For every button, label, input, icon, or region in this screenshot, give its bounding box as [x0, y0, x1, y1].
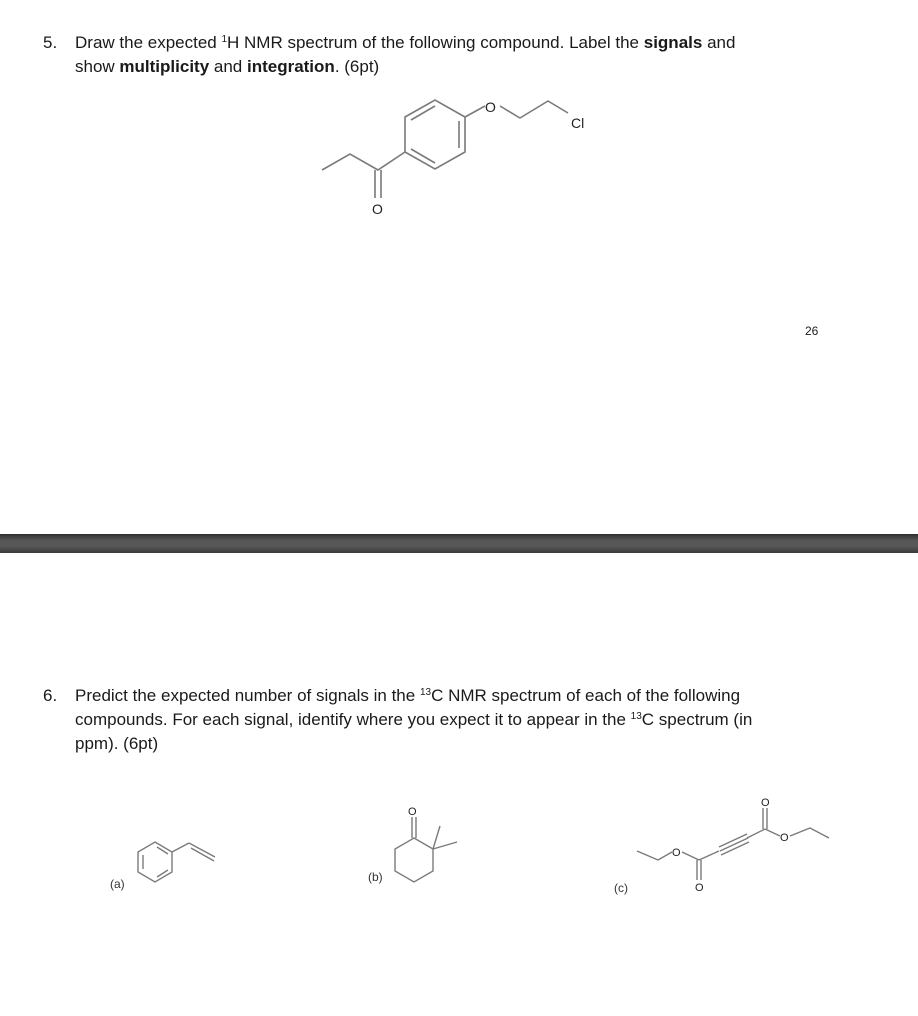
question-number: 5.	[43, 33, 58, 52]
oxygen-label: O	[485, 99, 496, 115]
text: show	[75, 57, 120, 76]
text: . (6pt)	[334, 57, 380, 76]
superscript: 13	[419, 687, 432, 698]
compound-b-label: (b)	[368, 870, 383, 884]
oxygen-label: O	[672, 847, 681, 859]
compound-c-structure	[637, 808, 829, 880]
oxygen-label: O	[695, 882, 704, 894]
oxygen-label: O	[408, 806, 417, 818]
page-divider	[0, 534, 918, 553]
page-number: 26	[805, 324, 819, 338]
text: H NMR spectrum of the following compound. Label the	[227, 33, 644, 52]
text: compounds. For each signal, identify where you expect it to appear in the	[75, 710, 631, 729]
bold-text: signals	[643, 33, 703, 52]
bold-text: integration	[246, 57, 335, 76]
compound-a-structure	[138, 842, 215, 882]
q5-molecule-structure	[322, 100, 568, 198]
compound-b-structure	[395, 817, 457, 882]
oxygen-label: O	[761, 797, 770, 809]
text: ppm). (6pt)	[75, 734, 159, 753]
text: Predict the expected number of signals in the	[75, 686, 420, 705]
question-6	[43, 684, 843, 759]
chlorine-label: Cl	[571, 115, 585, 131]
text: C NMR spectrum of each of the following	[431, 686, 741, 705]
superscript: 1	[221, 34, 228, 45]
oxygen-label: O	[780, 832, 789, 844]
text: and	[702, 33, 736, 52]
text: C spectrum (in	[641, 710, 753, 729]
bold-text: multiplicity	[119, 57, 210, 76]
question-number: 6.	[43, 686, 58, 705]
compound-c-label: (c)	[614, 881, 628, 895]
text: and	[209, 57, 247, 76]
question-6-text	[75, 684, 752, 756]
compound-a-label: (a)	[110, 877, 125, 891]
text: Draw the expected	[75, 33, 222, 52]
oxygen-label: O	[372, 201, 383, 217]
superscript: 13	[630, 711, 642, 722]
